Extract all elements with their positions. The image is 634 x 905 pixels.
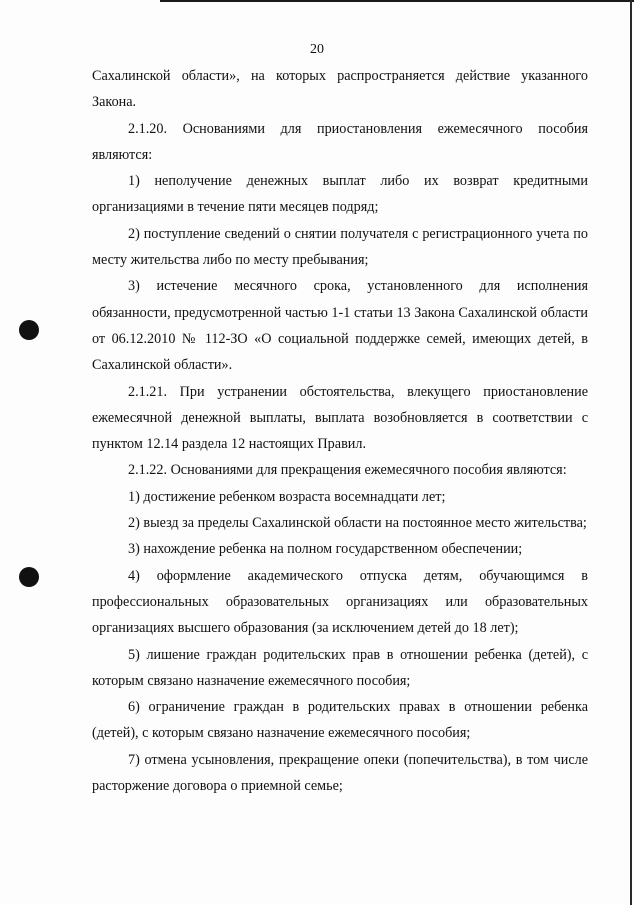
- punch-hole-lower: [19, 567, 39, 587]
- list-item-termination-3: 3) нахождение ребенка на полном государственном обеспечении;: [128, 541, 523, 558]
- list-item-termination-7: 7) отмена усыновления, прекращение опеки (попечительства), в том числе расторжение договора о приемной семье;: [92, 751, 588, 795]
- punch-hole-upper: [19, 320, 39, 340]
- paragraph-2-1-21: 2.1.21. При устранении обстоятельства, влекущего приостановление ежемесячной денежной выплаты, выплата возобновляется в соответствии с пунктом 12.14 раздела 12 настоящих Правил.: [92, 383, 588, 453]
- list-item-suspension-2: 2) поступление сведений о снятии получателя с регистрационного учета по месту жительства либо по месту пребывания;: [92, 225, 588, 269]
- page-number: 20: [310, 42, 324, 57]
- list-item-termination-6: 6) ограничение граждан в родительских правах в отношении ребенка (детей), с которым связано назначение ежемесячного пособия;: [92, 699, 588, 742]
- scan-edge-top: [160, 0, 634, 2]
- document-body: [92, 63, 588, 799]
- paragraph-2-1-20: 2.1.20. Основаниями для приостановления ежемесячного пособия являются:: [92, 120, 588, 163]
- paragraph-continuation: Сахалинской области», на которых распространяется действие указанного Закона.: [92, 68, 588, 111]
- scan-edge-right: [630, 0, 632, 905]
- paragraph-2-1-22: 2.1.22. Основаниями для прекращения ежемесячного пособия являются:: [128, 462, 567, 479]
- list-item-termination-4: 4) оформление академического отпуска детям, обучающимся в профессиональных образовательных организациях или образовательных организациях высшего образования (за исключением детей до 18 лет);: [92, 567, 588, 637]
- list-item-termination-1: 1) достижение ребенком возраста восемнадцати лет;: [128, 488, 446, 505]
- list-item-suspension-3: 3) истечение месячного срока, установленного для исполнения обязанности, предусмотренной частью 1-1 статьи 13 Закона Сахалинской области от 06.12.2010 № 112-ЗО «О социальной поддержке семей, имеющих детей, в Сахалинской области».: [92, 278, 588, 374]
- list-item-suspension-1: 1) неполучение денежных выплат либо их возврат кредитными организациями в течение пяти месяцев подряд;: [92, 173, 588, 216]
- list-item-termination-5: 5) лишение граждан родительских прав в отношении ребенка (детей), с которым связано назначение ежемесячного пособия;: [92, 646, 588, 689]
- list-item-termination-2: 2) выезд за пределы Сахалинской области на постоянное место жительства;: [128, 515, 587, 532]
